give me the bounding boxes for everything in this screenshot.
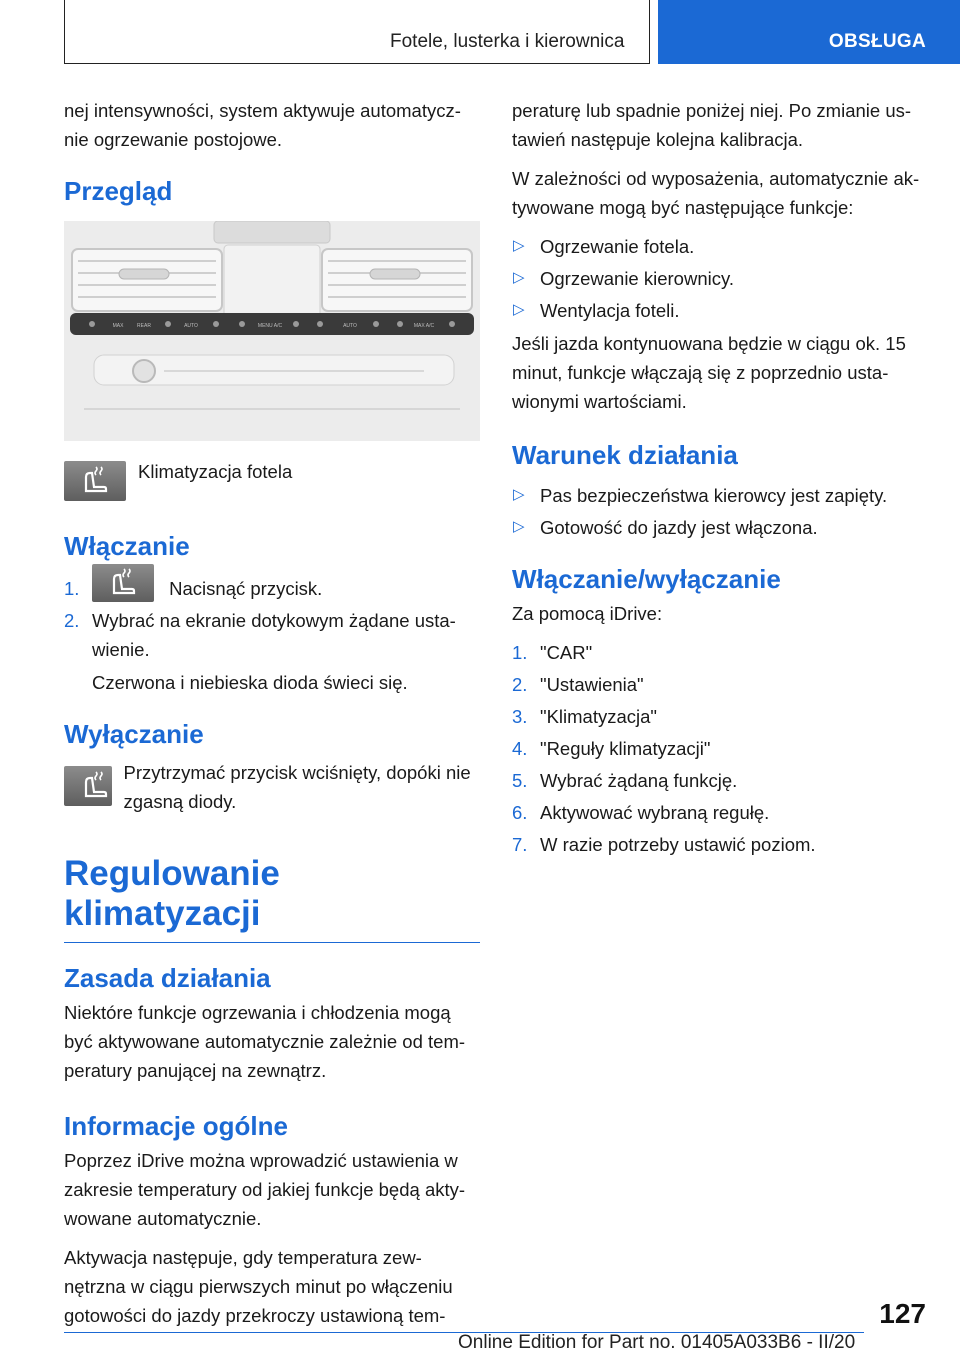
intro-paragraph: nej intensywności, system aktywuje automatycz-nie ogrzewanie postojowe. <box>64 100 461 150</box>
list-item <box>512 296 928 325</box>
heading-przeglad: Przegląd <box>64 176 173 206</box>
info-paragraph-1: Poprzez iDrive można wprowadzić ustawienia w zakresie temperatury od jakiej funkcje będą akty-wowane automatycznie. <box>64 1150 466 1229</box>
wlaczanie-steps <box>64 574 480 664</box>
panel-label-5: AUTO <box>343 323 357 329</box>
edition-note: Online Edition for Part no. 01405A033B6 - II/20 <box>458 1332 856 1353</box>
step-text: Wybrać na ekranie dotykowym żądane usta-wienie. <box>92 610 456 660</box>
right-paragraph-1: peraturę lub spadnie poniżej niej. Po zmianie us-tawień następuje kolejna kalibracja. <box>512 100 912 150</box>
heading-zasada: Zasada działania <box>64 963 271 993</box>
seat-climate-icon <box>64 461 126 501</box>
heading-wlaczanie-wylaczanie: Włączanie/wyłączanie <box>512 564 781 594</box>
step-number: 6. <box>512 802 528 823</box>
right-paragraph-3: Jeśli jazda kontynuowana będzie w ciągu ok. 15 minut, funkcje włączają się z poprzednio usta-wionymi wartościami. <box>512 333 906 412</box>
list-item <box>512 481 928 510</box>
step-text: "Reguły klimatyzacji" <box>540 738 711 759</box>
list-item <box>512 264 928 293</box>
heading-wylaczanie: Wyłączanie <box>64 719 204 749</box>
list-item <box>512 232 928 261</box>
panel-label-4: MENU A/C <box>257 323 283 329</box>
wlaczanie-note: Czerwona i niebieska dioda świeci się. <box>92 672 408 693</box>
seat-climate-legend <box>64 461 480 501</box>
step-text: Wybrać żądaną funkcję. <box>540 770 738 791</box>
triangle-bullet-icon: ▷ <box>513 301 525 318</box>
panel-label-3: AUTO <box>184 323 198 329</box>
step-text: "Klimatyzacja" <box>540 706 657 727</box>
seat-climate-icon <box>92 564 154 602</box>
list-item-text: Gotowość do jazdy jest włączona. <box>540 517 818 538</box>
triangle-bullet-icon: ▷ <box>513 486 525 503</box>
idrive-steps <box>512 638 928 859</box>
list-item <box>512 734 928 763</box>
list-item <box>64 606 480 664</box>
panel-label-6: MAX A/C <box>413 323 435 329</box>
section-tab-label: OBSŁUGA <box>828 31 926 52</box>
step-text: Aktywować wybraną regułę. <box>540 802 770 823</box>
list-item <box>512 766 928 795</box>
step-number: 7. <box>512 834 528 855</box>
onoff-intro: Za pomocą iDrive: <box>512 603 663 624</box>
list-item-text: Ogrzewanie kierownicy. <box>540 268 734 289</box>
step-text: Nacisnąć przycisk. <box>169 578 323 599</box>
list-item <box>512 702 928 731</box>
auto-functions-list <box>512 232 928 325</box>
section-tab[interactable] <box>658 0 960 64</box>
step-number: 2. <box>512 674 528 695</box>
heading-informacje: Informacje ogólne <box>64 1111 288 1141</box>
heading-wlaczanie: Włączanie <box>64 531 190 561</box>
wylaczanie-text: Przytrzymać przycisk wciśnięty, dopóki nie zgasną diody. <box>123 762 471 812</box>
list-item <box>512 798 928 827</box>
step-number: 1. <box>64 578 80 599</box>
list-item <box>512 513 928 542</box>
step-text: "CAR" <box>540 642 593 663</box>
step-number: 3. <box>512 706 528 727</box>
seat-climate-icon <box>64 766 112 806</box>
list-item-text: Pas bezpieczeństwa kierowcy jest zapięty. <box>540 485 888 506</box>
step-text: W razie potrzeby ustawić poziom. <box>540 834 816 855</box>
icon-caption: Klimatyzacja fotela <box>138 461 293 482</box>
triangle-bullet-icon: ▷ <box>513 518 525 535</box>
list-item-text: Ogrzewanie fotela. <box>540 236 695 257</box>
climate-panel-drawing <box>64 221 480 441</box>
zasada-paragraph: Niektóre funkcje ogrzewania i chłodzenia mogą być aktywowane automatycznie zależnie od tem-peratury panującej na zewnątrz. <box>64 1002 466 1081</box>
list-item <box>512 670 928 699</box>
heading-warunek: Warunek działania <box>512 440 738 470</box>
left-column <box>64 96 480 1340</box>
panel-label-1: MAX <box>112 323 124 329</box>
step-number: 1. <box>512 642 528 663</box>
right-column <box>512 96 928 862</box>
triangle-bullet-icon: ▷ <box>513 237 525 254</box>
page-number: 127 <box>879 1298 926 1329</box>
step-text: "Ustawienia" <box>540 674 644 695</box>
step-number: 5. <box>512 770 528 791</box>
panel-label-2: REAR <box>137 323 151 329</box>
triangle-bullet-icon: ▷ <box>513 269 525 286</box>
list-item <box>64 574 480 603</box>
step-number: 2. <box>64 610 80 631</box>
list-item <box>512 638 928 667</box>
chapter-title: Fotele, lusterka i kierownica <box>390 31 625 52</box>
info-paragraph-2: Aktywacja następuje, gdy temperatura zew-nętrzna w ciągu pierwszych minut po włączeniu gotowości do jazdy przekroczy ustawioną tem- <box>64 1247 453 1326</box>
wylaczanie-row <box>64 758 480 816</box>
list-item <box>512 830 928 859</box>
heading-regulowanie: Regulowanie klimatyzacji <box>64 854 480 943</box>
step-number: 4. <box>512 738 528 759</box>
conditions-list <box>512 481 928 542</box>
list-item-text: Wentylacja foteli. <box>540 300 680 321</box>
right-paragraph-2: W zależności od wyposażenia, automatycznie ak-tywowane mogą być następujące funkcje: <box>512 168 920 218</box>
climate-panel-photo <box>64 221 480 441</box>
